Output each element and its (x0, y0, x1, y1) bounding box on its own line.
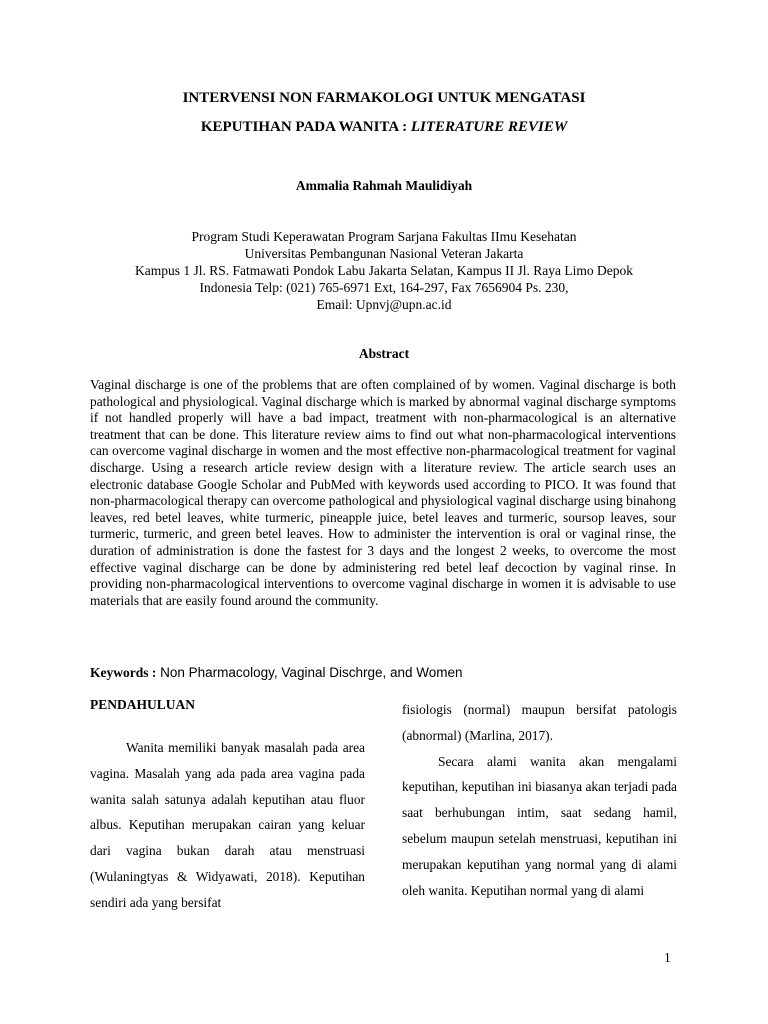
affiliation-email: Email: Upnvj@upn.ac.id (316, 297, 452, 312)
right-column (402, 697, 677, 903)
affiliation-line: Program Studi Keperawatan Program Sarjana Fakultas IImu Kesehatan (191, 229, 577, 244)
abstract-body: Vaginal discharge is one of the problems that are often complained of by women. Vaginal discharge is both pathological and physiological. Vaginal discharge which is marked by abnormal vaginal discharge symptoms if not handled properly will have a bad impact, treatment with non-pharmacological is an alternative treatment that can be done. This literature review aims to find out what non-pharmacological interventions can overcome vaginal discharge in women and the most effective non-pharmacological treatment for vaginal discharge. Using a research article review design with a literature review. The article search uses an electronic database Google Scholar and PubMed with keywords used according to PICO. It was found that non-pharmacological therapy can overcome pathological and physiological vaginal discharge using binahong leaves, red betel leaves, white turmeric, pineapple juice, betel leaves and turmeric, soursop leaves, sour turmeric, turmeric, and green betel leaves. How to administer the intervention is oral or vaginal rinse, the duration of administration is done the fastest for 3 days and the longest 2 weeks, to overcome the most effective vaginal discharge can be done by administering red betel leaf decoction by vaginal rinse. In providing non-pharmacological interventions to overcome vaginal discharge in women it is advisable to use materials that are easily found around the community. (90, 377, 676, 608)
paper-title-line2 (90, 118, 678, 136)
abstract-heading: Abstract (358, 346, 410, 361)
affiliation-line: Universitas Pembangunan Nasional Veteran Jakarta (244, 246, 524, 261)
keywords-line (90, 665, 678, 681)
affiliation-block (80, 228, 688, 313)
body-paragraph: Wanita memiliki banyak masalah pada area vagina. Masalah yang ada pada area vagina pada wanita salah satunya adalah keputihan atau fluor albus. Keputihan merupakan cairan yang keluar dari vagina bukan darah atau menstruasi (Wulaningtyas & Widyawati, 2018). Keputihan sendiri ada yang bersifat (90, 740, 365, 910)
body-paragraph: Secara alami wanita akan mengalami keputihan, keputihan ini biasanya akan terjadi pada saat berhubungan intim, saat sedang hamil, sebelum maupun setelah menstruasi, keputihan ini merupakan keputihan yang normal yang di alami oleh wanita. Keputihan normal yang di alami (402, 753, 677, 898)
keywords-label: Keywords : (90, 665, 157, 680)
paper-title-italic: LITERATURE REVIEW (410, 119, 568, 135)
section-heading: PENDAHULUAN (90, 697, 196, 712)
affiliation-line: Kampus 1 Jl. RS. Fatmawati Pondok Labu Jakarta Selatan, Kampus II Jl. Raya Limo Depok (135, 263, 633, 278)
author-name: Ammalia Rahmah Maulidiyah (295, 178, 473, 193)
keywords-value: Non Pharmacology, Vaginal Dischrge, and Women (156, 665, 463, 680)
body-paragraph-continuation: fisiologis (normal) maupun bersifat patologis (abnormal) (Marlina, 2017). (402, 702, 677, 743)
affiliation-line: Indonesia Telp: (021) 765-6971 Ext, 164-297, Fax 7656904 Ps. 230, (199, 280, 569, 295)
paper-title-line1: INTERVENSI NON FARMAKOLOGI UNTUK MENGATASI (182, 90, 586, 106)
paper-title-line2-text: KEPUTIHAN PADA WANITA : (200, 119, 411, 135)
page-number: 1 (664, 950, 671, 965)
left-column (90, 697, 365, 916)
